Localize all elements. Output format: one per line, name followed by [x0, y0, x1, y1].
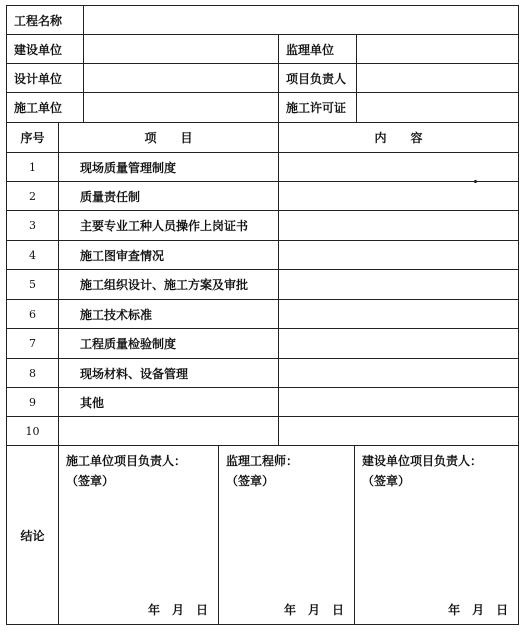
builder-unit-field[interactable] [84, 93, 279, 123]
row-number: 10 [7, 417, 59, 446]
conclusion-row [7, 446, 519, 625]
row-number: 9 [7, 388, 59, 417]
row-item-label: 现场材料、设备管理 [59, 359, 279, 388]
design-unit-label: 设计单位 [7, 64, 84, 93]
row-content-field[interactable] [279, 182, 519, 211]
supervisor-signer-label: 监理工程师： [226, 454, 299, 468]
table-row [7, 182, 519, 211]
project-leader-field[interactable] [357, 64, 519, 93]
table-row [7, 211, 519, 241]
owner-signature-box[interactable] [355, 446, 519, 625]
row-content-field[interactable] [279, 300, 519, 329]
row-content-field[interactable] [279, 329, 519, 359]
seq-header: 序号 [7, 123, 59, 153]
row-item-label[interactable] [59, 417, 279, 446]
project-leader-label: 项目负责人 [279, 64, 357, 93]
row-item-label: 施工技术标准 [59, 300, 279, 329]
content-header: 内 容 [279, 123, 519, 153]
project-name-field[interactable] [84, 6, 519, 35]
row-content-field[interactable] [279, 211, 519, 241]
contractor-signer-label: 施工单位项目负责人： [66, 454, 187, 468]
row-number: 5 [7, 270, 59, 300]
table-row [7, 270, 519, 300]
row-content-field[interactable] [279, 270, 519, 300]
row-number: 6 [7, 300, 59, 329]
table-row [7, 417, 519, 446]
construction-permit-label: 施工许可证 [279, 93, 357, 123]
construction-permit-field[interactable] [357, 93, 519, 123]
row-builder-unit [7, 93, 519, 123]
table-row [7, 153, 519, 182]
item-header: 项 目 [59, 123, 279, 153]
supervision-unit-label: 监理单位 [279, 35, 357, 64]
supervisor-date-label: 年 月 日 [284, 603, 345, 617]
row-content-field[interactable] [279, 153, 519, 182]
supervisor-signature-box[interactable] [219, 446, 355, 625]
row-item-label: 施工组织设计、施工方案及审批 [59, 270, 279, 300]
row-item-label: 质量责任制 [59, 182, 279, 211]
table-row [7, 329, 519, 359]
row-item-label: 其他 [59, 388, 279, 417]
row-construction-unit [7, 35, 519, 64]
table-row [7, 241, 519, 270]
row-item-label: 主要专业工种人员操作上岗证书 [59, 211, 279, 241]
row-number: 8 [7, 359, 59, 388]
row-item-label: 工程质量检验制度 [59, 329, 279, 359]
row-number: 1 [7, 153, 59, 182]
table-row [7, 388, 519, 417]
owner-signer-label: 建设单位项目负责人： [362, 454, 483, 468]
contractor-date-label: 年 月 日 [148, 603, 209, 617]
row-number: 7 [7, 329, 59, 359]
owner-seal-label: （签章） [362, 474, 411, 488]
row-item-label: 现场质量管理制度 [59, 153, 279, 182]
design-unit-field[interactable] [84, 64, 279, 93]
contractor-seal-label: （签章） [66, 474, 115, 488]
row-content-field[interactable] [279, 388, 519, 417]
builder-unit-label: 施工单位 [7, 93, 84, 123]
table-row [7, 359, 519, 388]
row-number: 3 [7, 211, 59, 241]
project-name-label: 工程名称 [7, 6, 84, 35]
row-content-field[interactable] [279, 359, 519, 388]
supervision-unit-field[interactable] [357, 35, 519, 64]
table-header-row [7, 123, 519, 153]
row-number: 4 [7, 241, 59, 270]
construction-unit-label: 建设单位 [7, 35, 84, 64]
conclusion-label: 结论 [7, 446, 59, 625]
quality-inspection-form [6, 5, 519, 625]
row-project-name [7, 6, 519, 35]
supervisor-seal-label: （签章） [226, 474, 275, 488]
owner-date-label: 年 月 日 [448, 603, 509, 617]
row-item-label: 施工图审查情况 [59, 241, 279, 270]
row-design-unit [7, 64, 519, 93]
construction-unit-field[interactable] [84, 35, 279, 64]
table-row [7, 300, 519, 329]
row-number: 2 [7, 182, 59, 211]
row-content-field[interactable] [279, 417, 519, 446]
row-content-field[interactable] [279, 241, 519, 270]
contractor-signature-box[interactable] [59, 446, 219, 625]
